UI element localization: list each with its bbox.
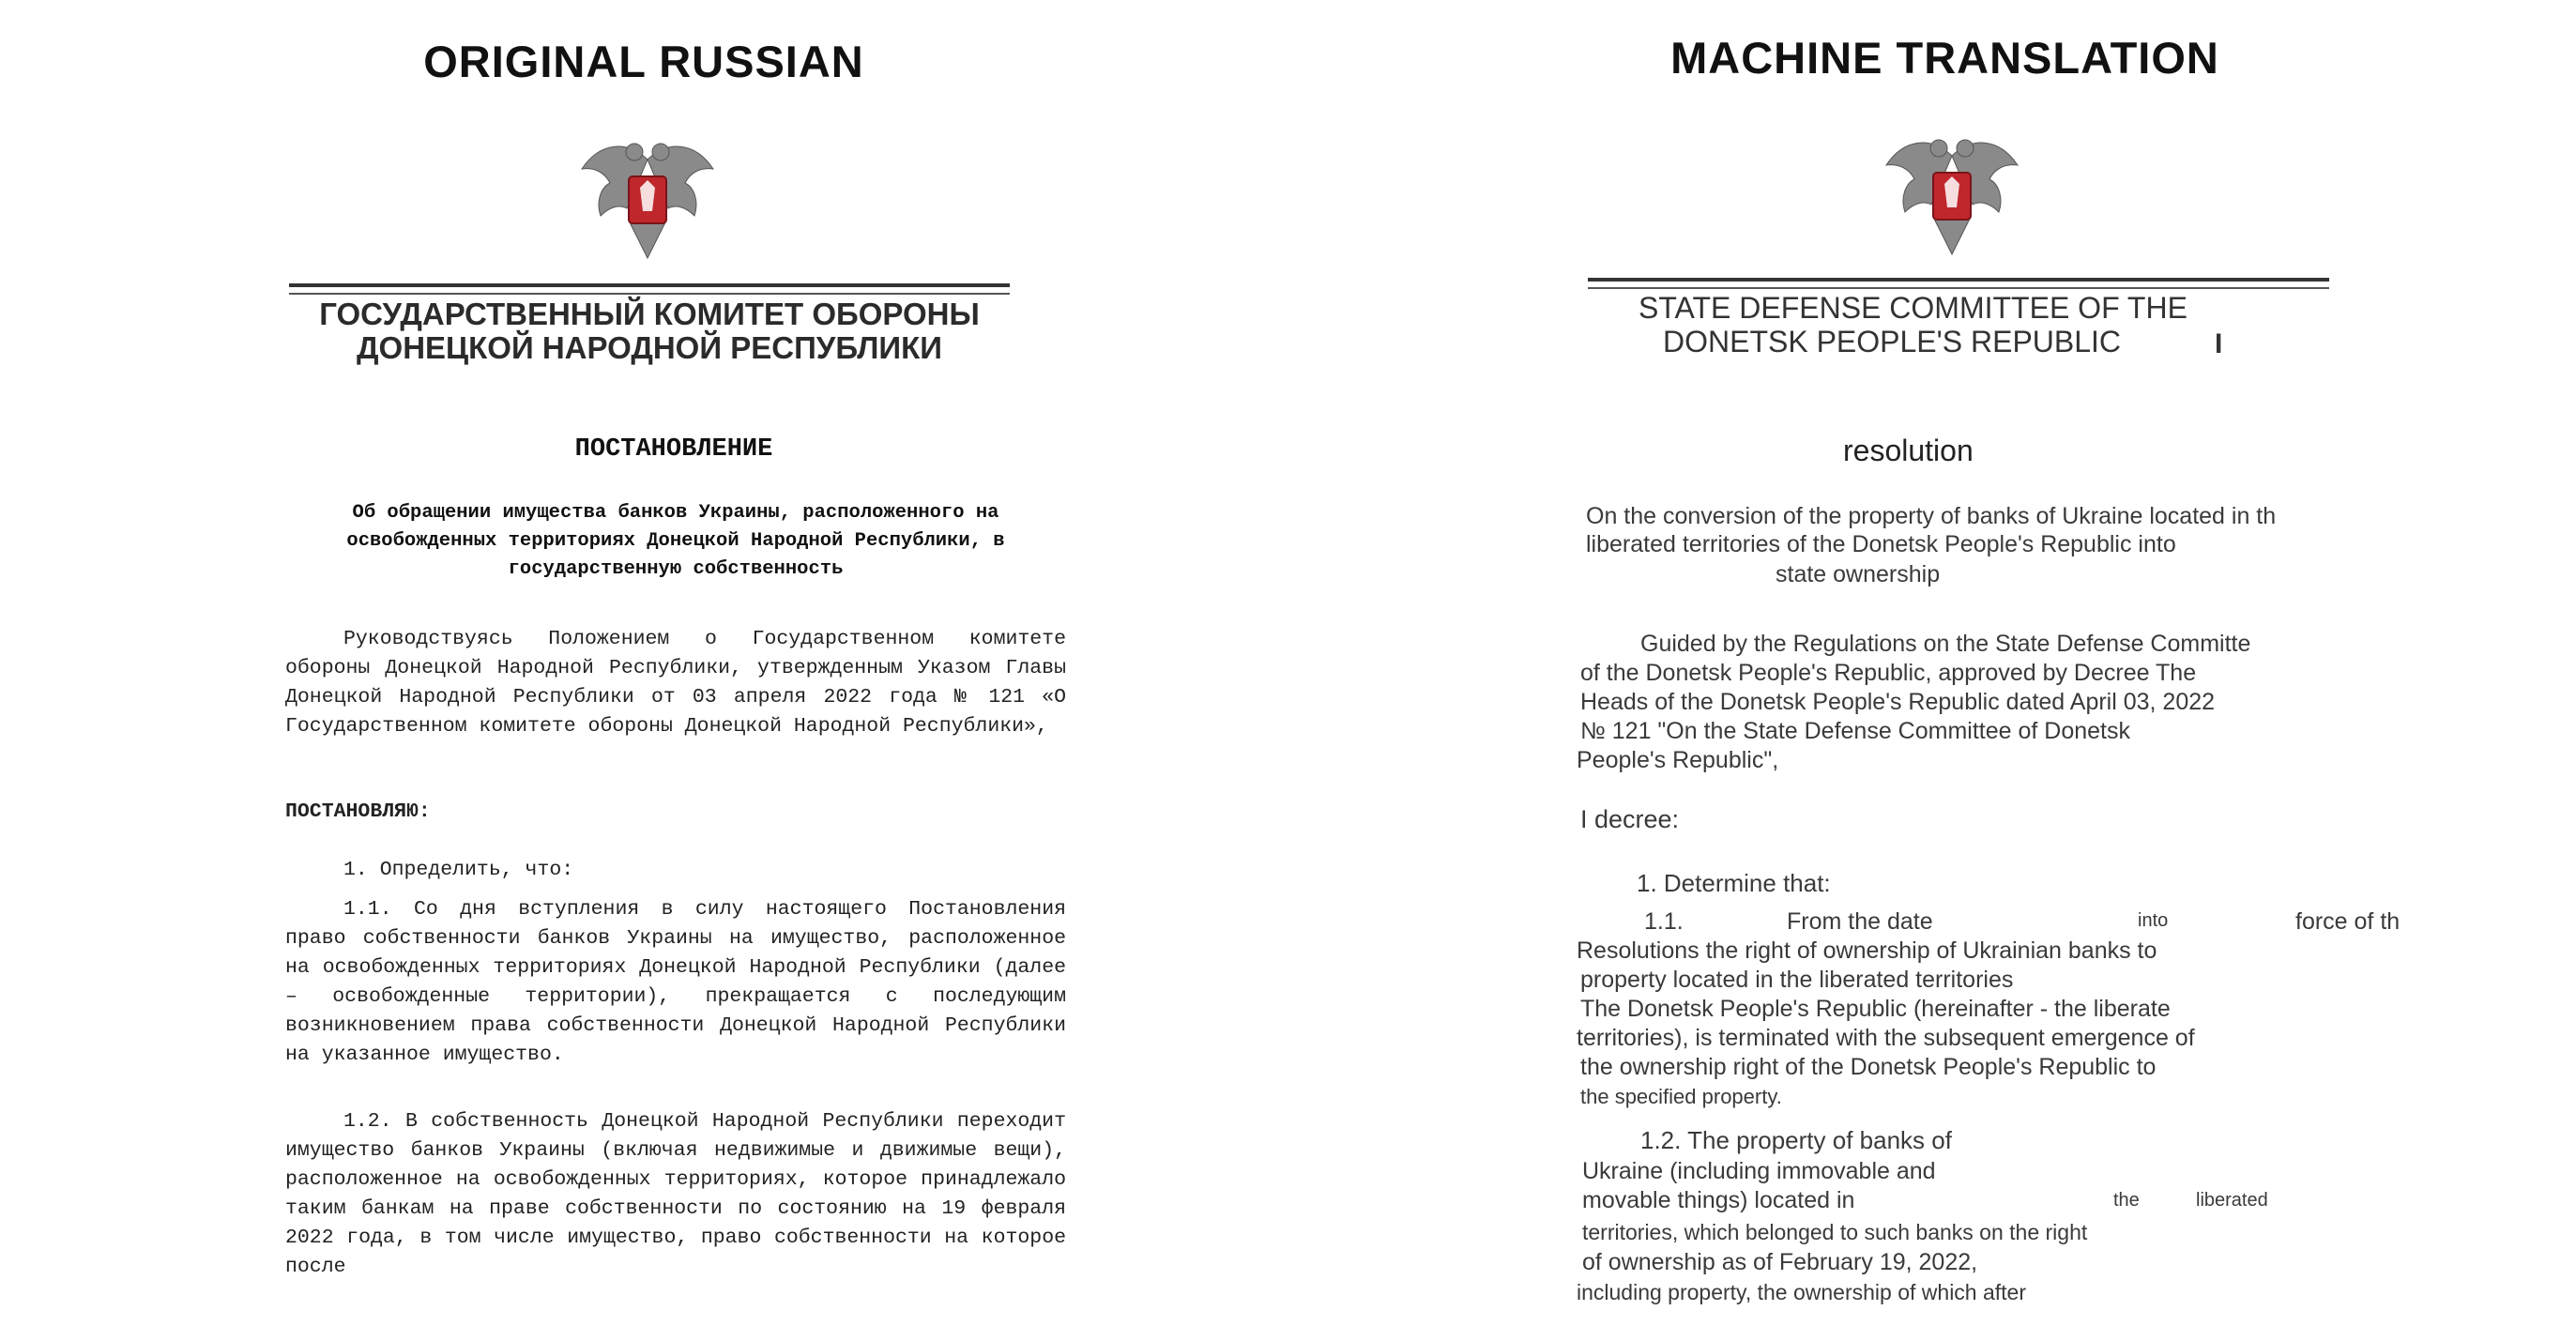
ru-subject-line2: освобожденных территориях Донецкой Народной Республики, в	[346, 530, 1005, 552]
en-subject-line1: On the conversion of the property of banks of Ukraine located in th	[1586, 503, 2277, 529]
en-preamble-line3: Heads of the Donetsk People's Republic dated April 03, 2022	[1580, 689, 2216, 715]
ru-subject-line3: государственную собственность	[508, 558, 844, 580]
ru-org-line2: ДОНЕЦКОЙ НАРОДНОЙ РЕСПУБЛИКИ	[357, 330, 942, 365]
header-rule-top	[1588, 278, 2329, 282]
en-item-1-1-line4: territories), is terminated with the subsequent emergence of	[1577, 1025, 2195, 1051]
header-rule-bottom	[289, 293, 1010, 295]
original-russian-heading: ORIGINAL RUSSIAN	[423, 37, 864, 86]
en-item-1-2-head: 1.2. The property of banks of	[1640, 1126, 1952, 1154]
ru-item-1: 1. Определить, что:	[343, 859, 574, 881]
header-rule-top	[289, 283, 1010, 287]
en-preamble-line1: Guided by the Regulations on the State Defense Committe	[1640, 631, 2251, 657]
en-item-1-2-line4: of ownership as of February 19, 2022,	[1582, 1249, 1978, 1275]
en-item-1-1-line2: property located in the liberated territories	[1580, 967, 2014, 993]
en-item-1-1-line6: the specified property.	[1580, 1085, 1782, 1108]
dpr-coat-of-arms-icon	[572, 131, 723, 263]
ru-decree: ПОСТАНОВЛЯЮ:	[285, 800, 431, 823]
en-item-1-2-liberated: liberated	[2196, 1190, 2268, 1211]
ru-item-1-2: 1.2. В собственность Донецкой Народной Республики переходит имущество банков Украины (включая недвижимые и движимые вещи), расположенное на освобожденных территориях, которое принадлежало таким банкам на праве собственности по состоянию на 19 февраля 2022 года, в том числе имущество, право собственности на которое после	[285, 1110, 1066, 1278]
en-subject-line2: liberated territories of the Donetsk People's Republic into	[1586, 531, 2176, 557]
en-org-line1: STATE DEFENSE COMMITTEE OF THE	[1639, 291, 2187, 325]
en-preamble-line4: № 121 "On the State Defense Committee of Donetsk	[1580, 718, 2130, 744]
machine-translation-heading: MACHINE TRANSLATION	[1670, 33, 2219, 83]
en-item-1-2-line5: including property, the ownership of which after	[1577, 1280, 2027, 1304]
en-item-1-1-num: 1.1.	[1644, 908, 1684, 935]
header-rule-bottom	[1588, 287, 2329, 289]
en-item-1-1-line3: The Donetsk People's Republic (hereinafter - the liberate	[1580, 996, 2171, 1022]
en-preamble-line2: of the Donetsk People's Republic, approved by Decree The	[1580, 660, 2197, 686]
en-decree: I decree:	[1580, 805, 1680, 833]
dpr-coat-of-arms-icon	[1877, 128, 2027, 259]
en-item-1-2-line2: movable things) located in	[1582, 1187, 1855, 1213]
ru-doc-type: ПОСТАНОВЛЕНИЕ	[574, 435, 773, 464]
ru-item-1-1: 1.1. Со дня вступления в силу настоящего Постановления право собственности банков Украины на имущество, расположенное на освобожденных территориях Донецкой Народной Республики (далее – освобожденные территории), прекращается с последующим возникновением права собственности Донецкой Народной Республики на указанное имущество.	[285, 898, 1066, 1066]
machine-translation-panel	[1408, 0, 2576, 1341]
ru-subject-line1: Об обращении имущества банков Украины, расположенного на	[352, 502, 999, 524]
en-preamble-line5: People's Republic",	[1577, 747, 1779, 773]
en-doc-type: resolution	[1843, 434, 1974, 467]
ru-org-line1: ГОСУДАРСТВЕННЫЙ КОМИТЕТ ОБОРОНЫ	[319, 297, 980, 331]
en-org-mark: I	[2215, 328, 2223, 359]
en-item-1-1-a: From the date	[1787, 908, 1933, 935]
en-item-1-2-the: the	[2113, 1190, 2140, 1211]
en-org-line2: DONETSK PEOPLE'S REPUBLIC	[1663, 325, 2122, 358]
en-item-1-2-line1: Ukraine (including immovable and	[1582, 1158, 1936, 1184]
en-item-1-1-c: force of th	[2295, 908, 2401, 935]
en-item-1-2-line3: territories, which belonged to such banks on the right	[1582, 1220, 2088, 1244]
en-item-1-1-line1: Resolutions the right of ownership of Ukrainian banks to	[1577, 937, 2157, 964]
ru-preamble: Руководствуясь Положением о Государственном комитете обороны Донецкой Народной Республики, утвержденным Указом Главы Донецкой Народной Республики от 03 апреля 2022 года № 121 «О Государственном комитете обороны Донецкой Народной Республики»,	[285, 628, 1066, 738]
en-item-1-1-line5: the ownership right of the Donetsk People's Republic to	[1580, 1054, 2157, 1080]
en-item-1-1-b: into	[2138, 910, 2169, 931]
en-subject-line3: state ownership	[1776, 561, 1941, 587]
en-item-1: 1. Determine that:	[1637, 869, 1831, 897]
